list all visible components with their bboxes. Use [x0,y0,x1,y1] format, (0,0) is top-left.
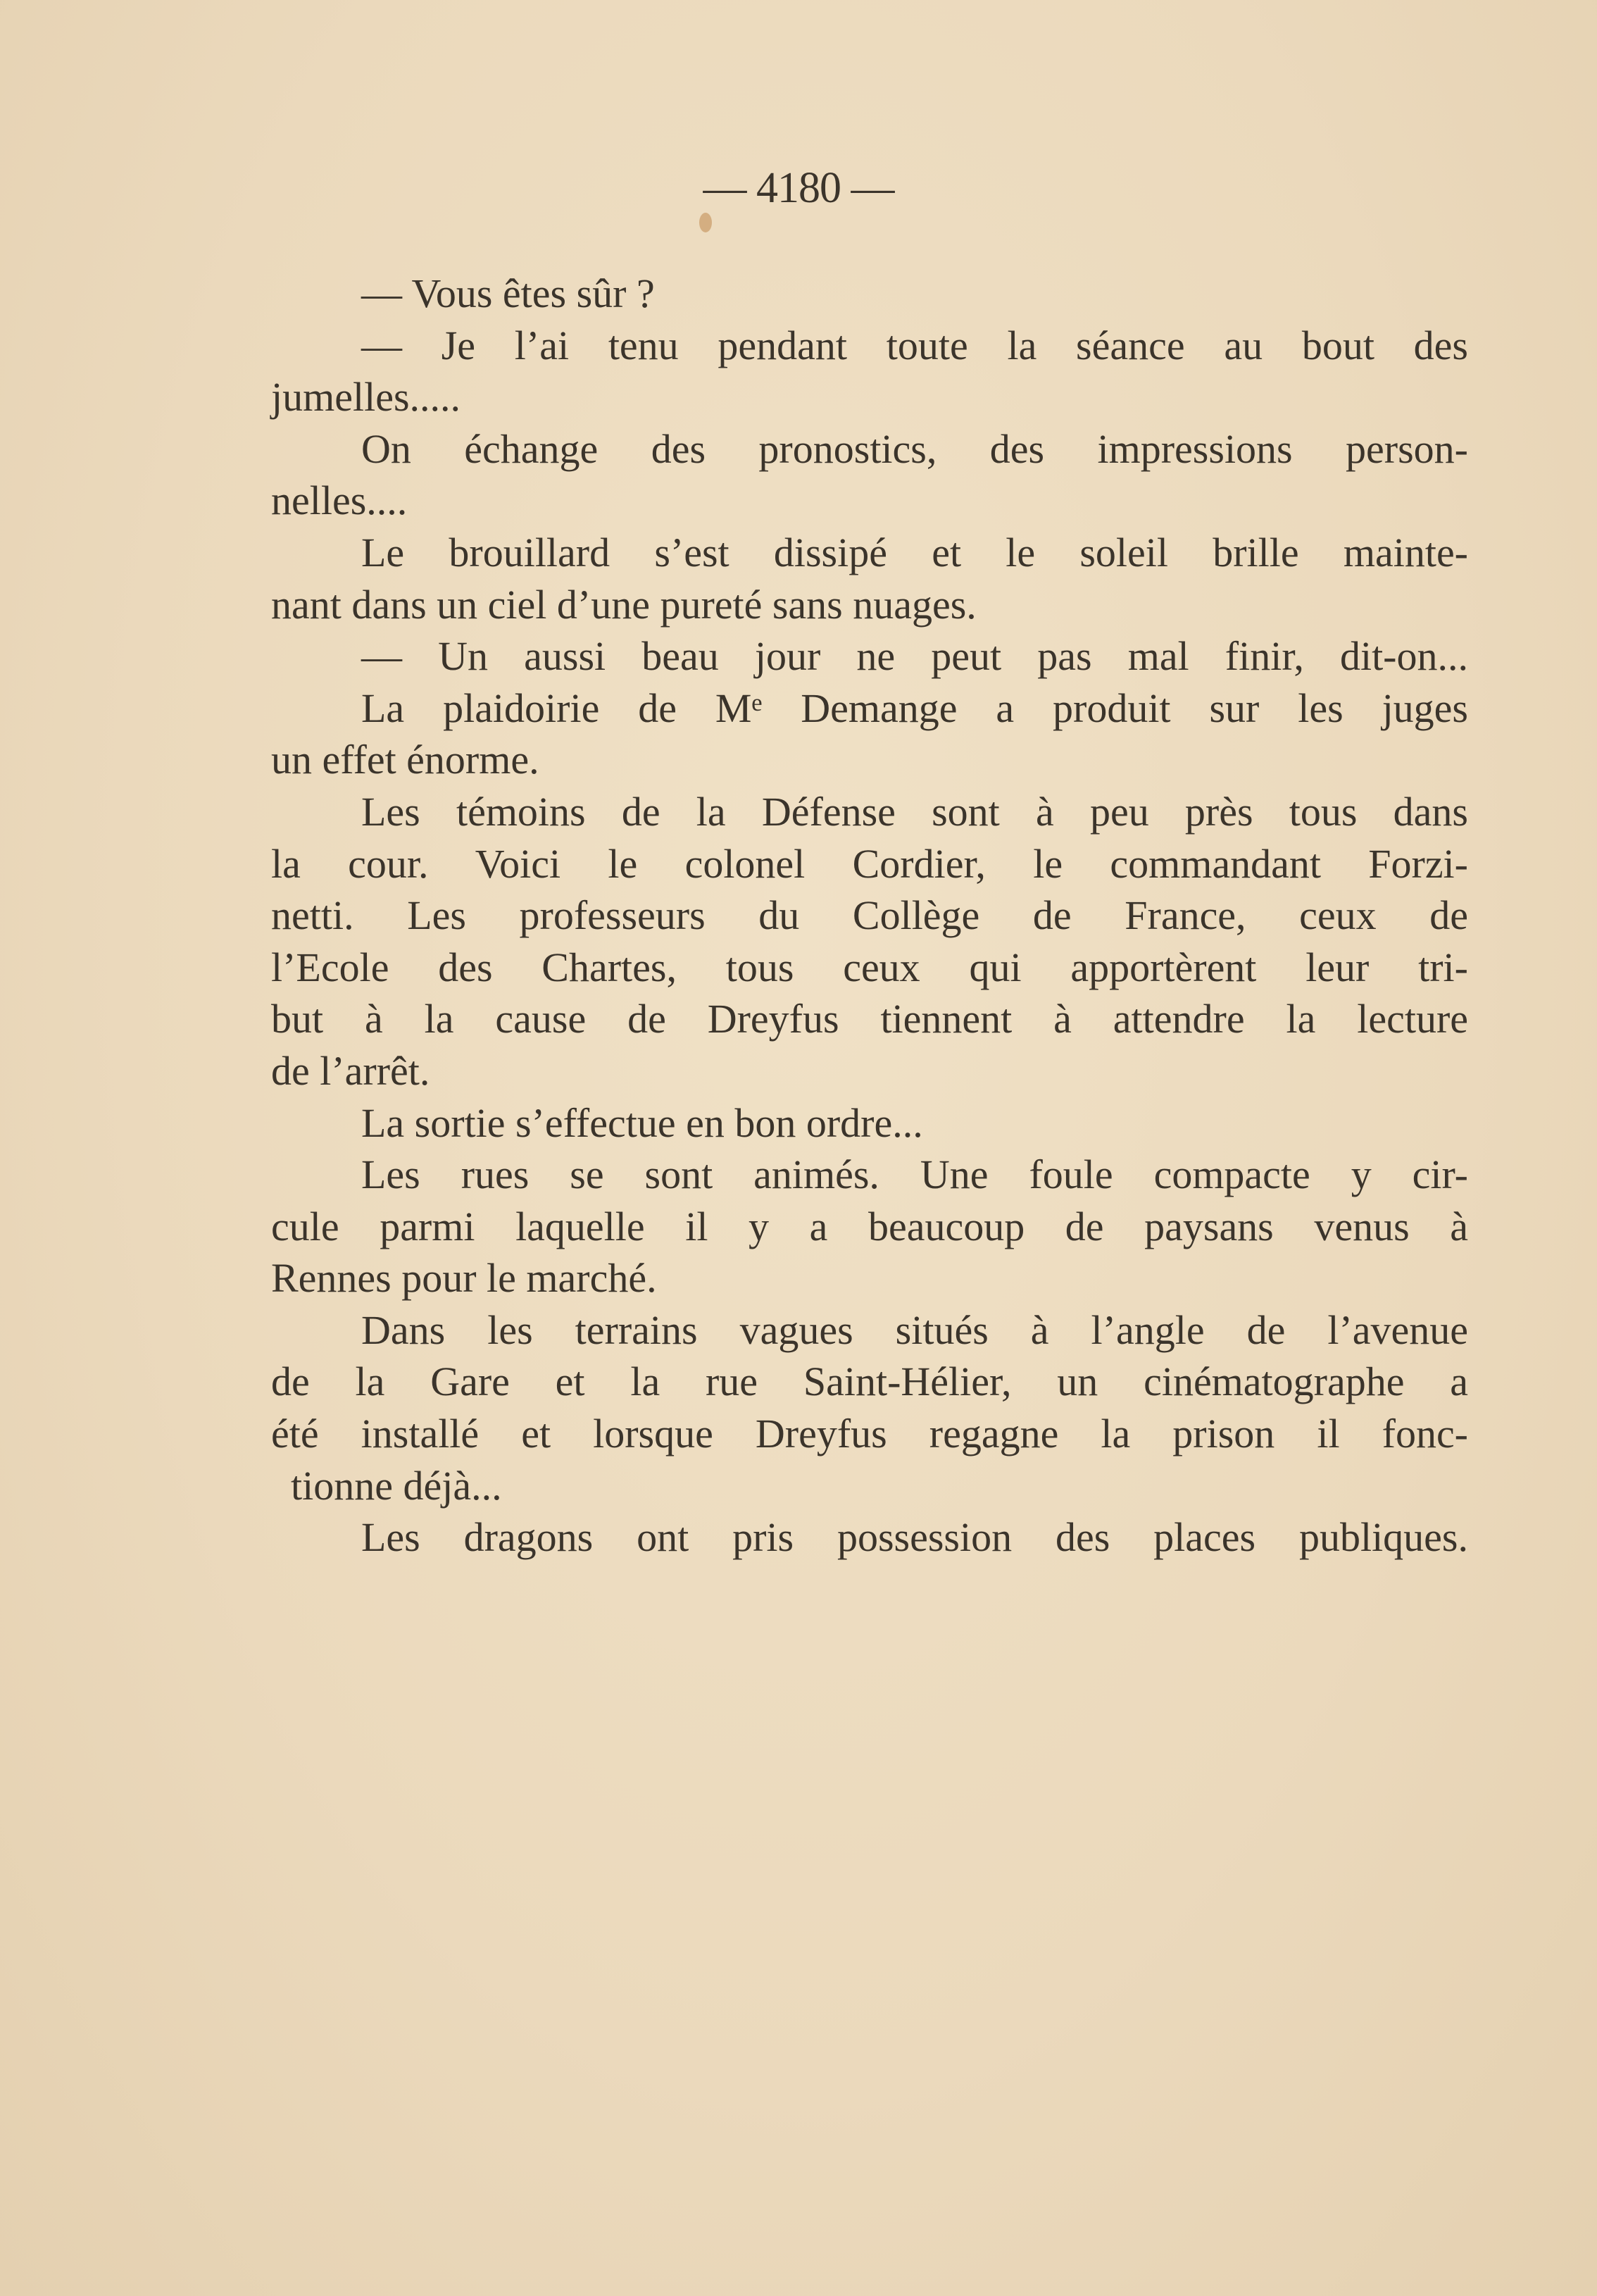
text-line: été installé et lorsque Dreyfus regagne la prison il fonc- [271,1411,1468,1457]
stain-spot [699,213,712,232]
page-number: — 4180 — [703,164,894,212]
text-line: la cour. Voici le colonel Cordier, le commandant Forzi- [271,840,1468,887]
text-line: On échange des pronostics, des impressions person- [361,425,1468,472]
text-line: nelles.... [271,478,408,524]
text-line: — Vous êtes sûr ? [361,270,655,316]
text-line: Les témoins de la Défense sont à peu près tous dans [361,788,1468,835]
text-line: de l’arrêt. [271,1047,430,1094]
text-line: Rennes pour le marché. [271,1255,657,1302]
text-line: nant dans un ciel d’une pureté sans nuages. [271,581,977,628]
text-line: cule parmi laquelle il y a beaucoup de paysans venus à [271,1203,1468,1249]
text-line: Le brouillard s’est dissipé et le soleil brille mainte- [361,529,1468,575]
text-line: l’Ecole des Chartes, tous ceux qui apportèrent leur tri- [271,944,1468,990]
text-line: tionne déjà... [291,1462,502,1509]
text-line: de la Gare et la rue Saint-Hélier, un cinématographe a [271,1359,1468,1405]
text-line: Dans les terrains vagues situés à l’angle de l’avenue [361,1306,1468,1353]
body-text [271,268,1468,1564]
text-line: un effet énorme. [271,737,539,783]
text-line: Les dragons ont pris possession des places publiques. [361,1514,1468,1561]
text-line: La plaidoirie de Mᵉ Demange a produit sur les juges [361,685,1468,731]
text-line: — Je l’ai tenu pendant toute la séance au bout des [361,322,1468,368]
text-line: — Un aussi beau jour ne peut pas mal finir, dit-on... [361,633,1468,680]
text-line: netti. Les professeurs du Collège de France, ceux de [271,892,1468,939]
text-line: Les rues se sont animés. Une foule compacte y cir- [361,1152,1468,1198]
text-line: La sortie s’effectue en bon ordre... [361,1099,923,1146]
text-line: jumelles..... [271,374,461,420]
text-line: but à la cause de Dreyfus tiennent à attendre la lecture [271,996,1468,1042]
